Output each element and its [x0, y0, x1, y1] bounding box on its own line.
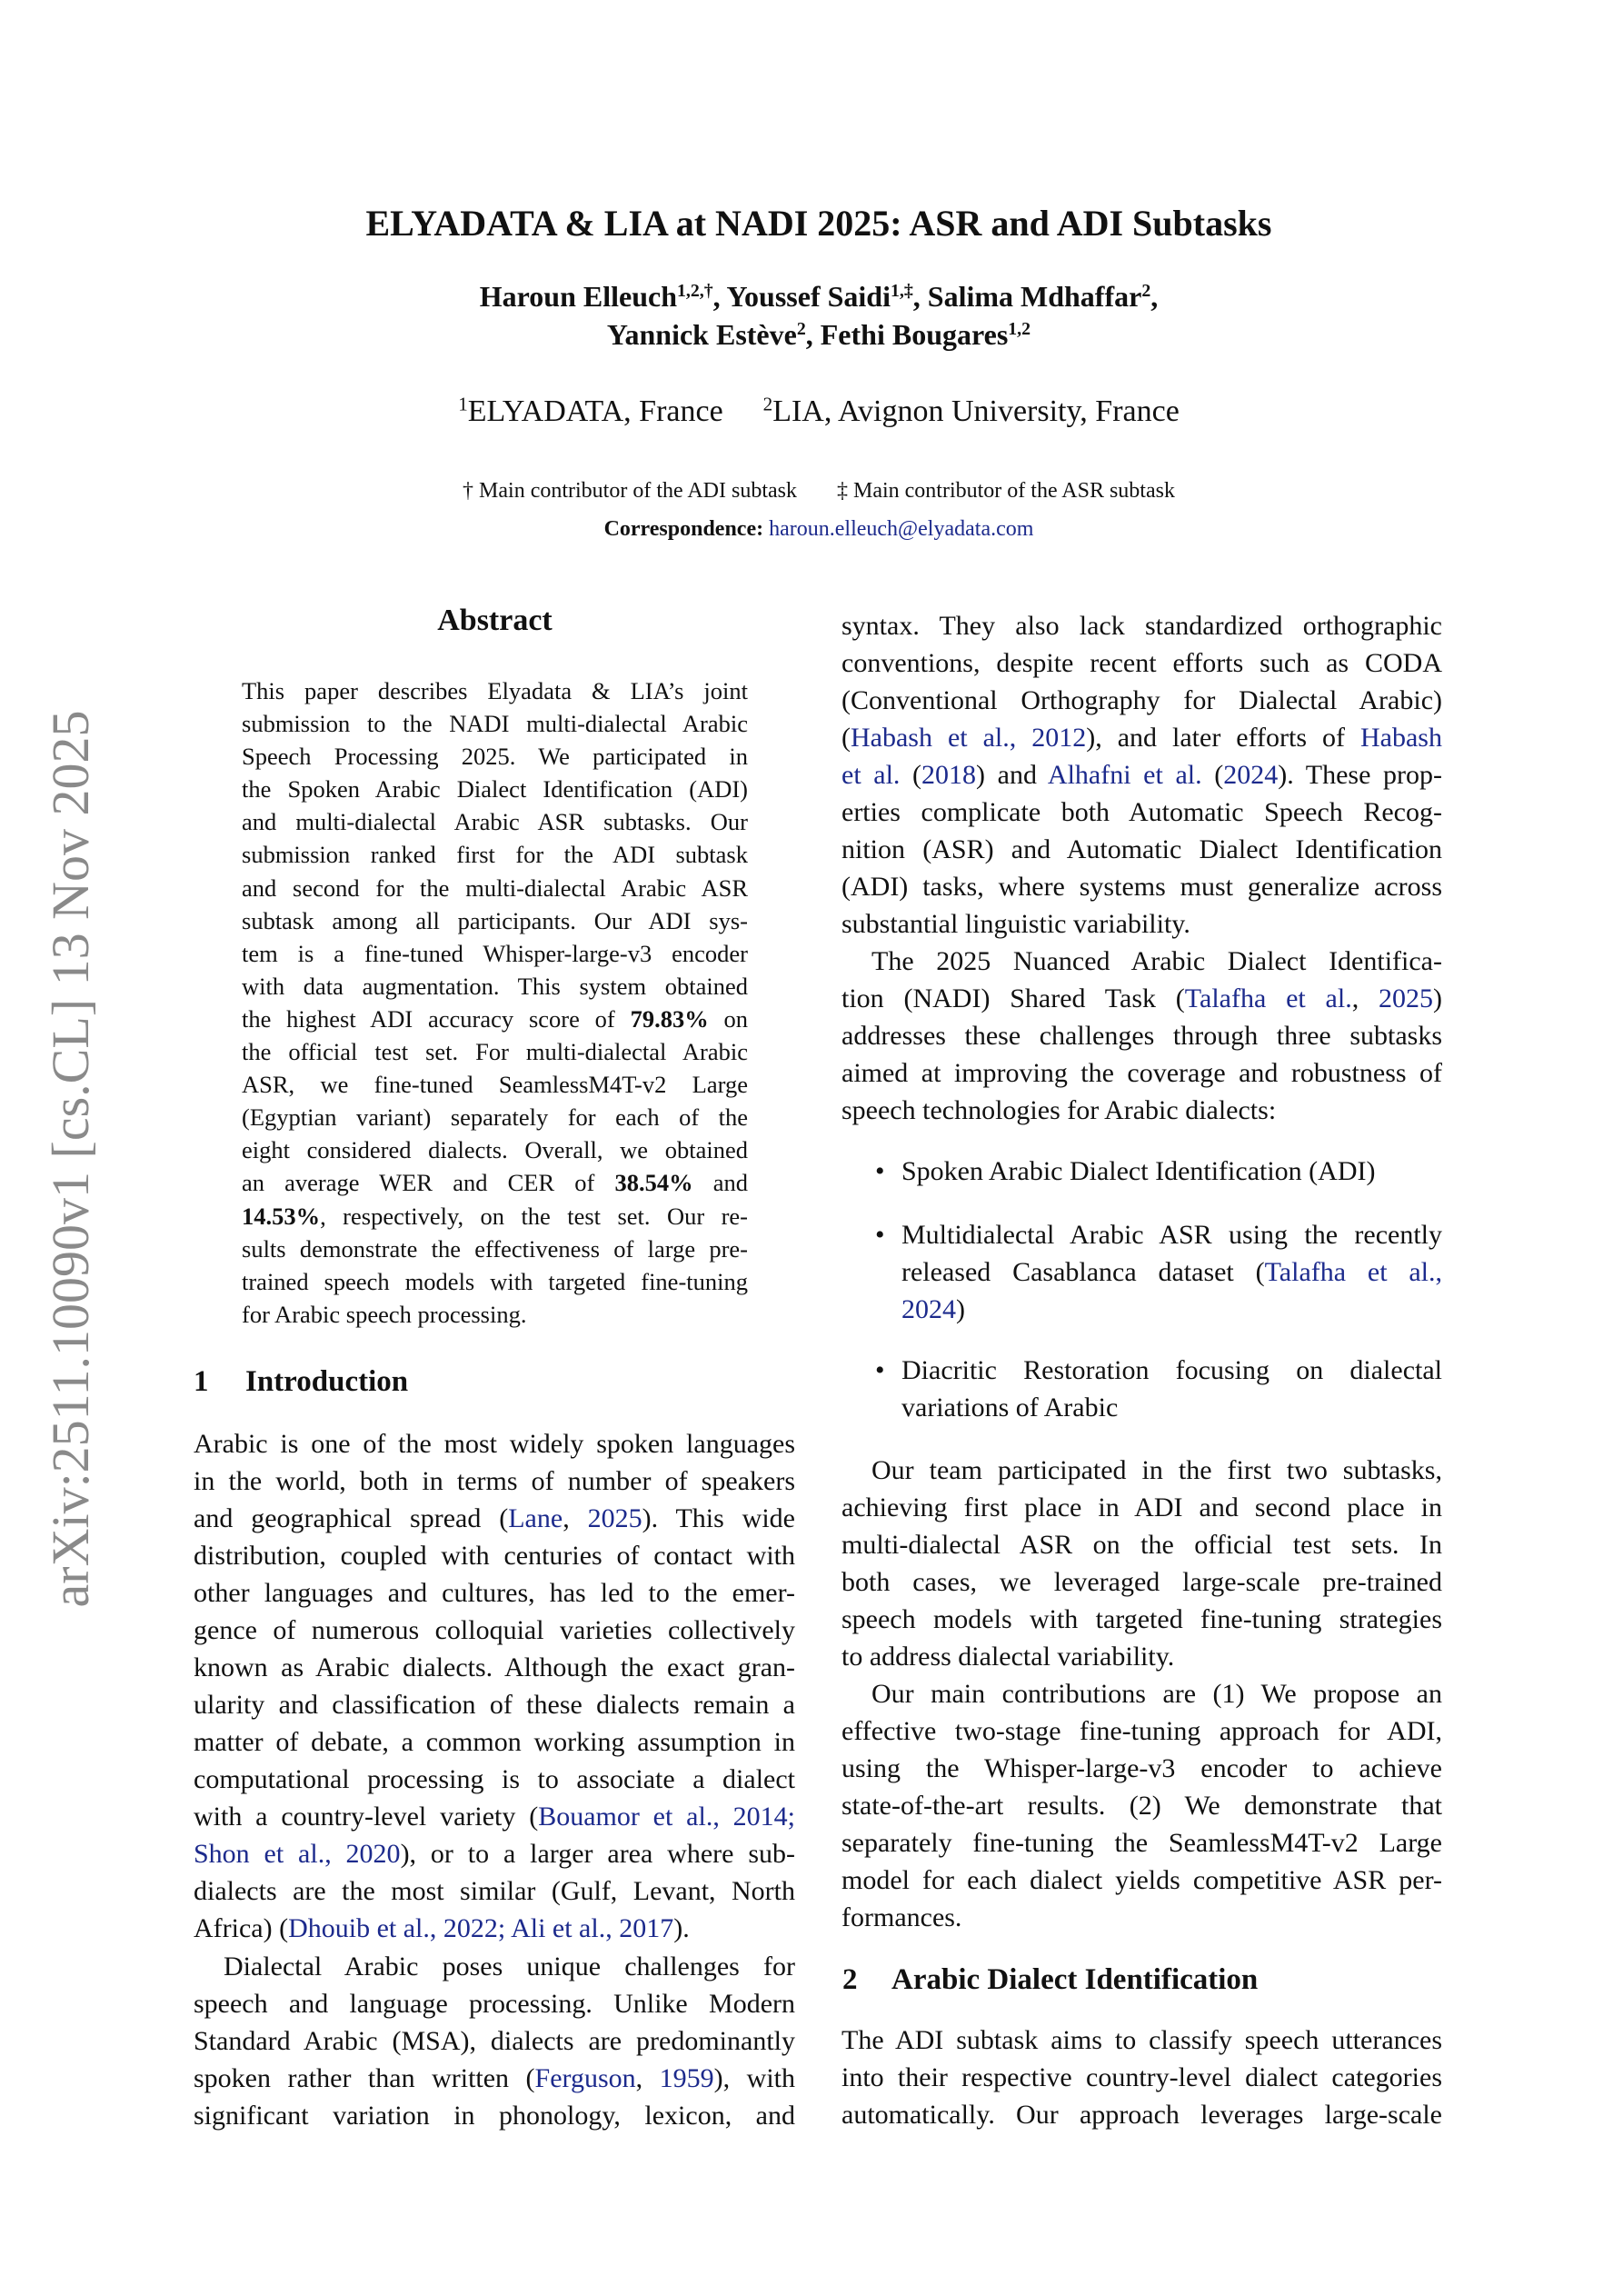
text-run: with a country-level variety ( — [194, 1802, 539, 1832]
text-line: speech technologies for Arabic dialects: — [841, 1095, 1277, 1125]
text-run: ), and later efforts of — [1086, 723, 1361, 753]
text-run: Yannick Estève — [606, 318, 797, 351]
text-run: Africa) ( — [194, 1913, 289, 1943]
citation-link[interactable]: 2024 — [1223, 760, 1279, 790]
text-line: gence of numerous colloquial varieties collectively — [194, 1615, 795, 1645]
section-heading-adi — [842, 1962, 1258, 1999]
text-run: ), or to a larger area where sub- — [400, 1839, 795, 1869]
text-line: This paper describes Elyadata & LIA’s joint — [242, 677, 748, 704]
affiliation-marker: 1 — [458, 393, 468, 415]
text-line: The ADI subtask aims to classify speech utterances — [841, 2025, 1442, 2055]
text-line: the Spoken Arabic Dialect Identification (ADI) — [242, 775, 748, 804]
text-run: LIA, Avignon University, France — [772, 394, 1180, 428]
text-line: effective two-stage fine-tuning approach for ADI, — [841, 1716, 1442, 1746]
text-line: (Egyptian variant) separately for each of the — [242, 1103, 748, 1132]
affiliation-marker: 1,2 — [1008, 319, 1031, 340]
text-line: dialects are the most similar (Gulf, Levant, North — [194, 1876, 795, 1906]
text-run: ( — [1201, 760, 1224, 790]
text-line: distribution, coupled with centuries of contact with — [194, 1541, 795, 1571]
bold-text: 79.83% — [630, 1004, 709, 1033]
text-line — [194, 1910, 795, 1947]
text-line: with data augmentation. This system obtained — [242, 972, 748, 1000]
text-run: , respectively, on the test set. Our re- — [320, 1202, 748, 1230]
text-line: into their respective country-level dialect categories — [841, 2062, 1442, 2092]
paper-title: ELYADATA & LIA at NADI 2025: ASR and ADI Subtasks — [365, 203, 1272, 244]
text-line — [841, 980, 1442, 1017]
text-line: Multidialectal Arabic ASR using the recently — [901, 1220, 1442, 1250]
text-line: formances. — [841, 1902, 962, 1932]
affiliation-marker: 2 — [1141, 281, 1151, 302]
intro-paragraph-5 — [841, 1452, 1442, 1675]
text-line: in the world, both in terms of number of speakers — [194, 1466, 795, 1496]
bold-text: 38.54% — [614, 1169, 693, 1197]
bullet-item-asr — [875, 1216, 1442, 1328]
text-line: sults demonstrate the effectiveness of large pre- — [242, 1234, 748, 1263]
text-run: , — [563, 1503, 588, 1533]
section-number: 2 — [842, 1963, 858, 1996]
text-line: separately fine-tuning the SeamlessM4T-v2 Large — [841, 1828, 1442, 1858]
text-run: ( — [900, 760, 922, 790]
text-run: ) — [956, 1294, 965, 1324]
bold-text: Correspondence: — [603, 517, 764, 541]
text-line: other languages and cultures, has led to the emer- — [194, 1578, 795, 1608]
bullet-icon: • — [875, 1156, 885, 1186]
text-line: multi-dialectal ASR on the official test sets. In — [841, 1530, 1442, 1560]
section-title: Introduction — [245, 1365, 409, 1398]
text-line: state-of-the-art results. (2) We demonstrate that — [841, 1791, 1442, 1821]
citation-link[interactable]: Ferguson — [534, 2063, 636, 2093]
adi-paragraph-1 — [841, 2021, 1442, 2133]
text-line — [901, 1253, 1442, 1291]
text-line: Arabic is one of the most widely spoken languages — [194, 1429, 795, 1459]
text-line — [901, 1291, 1442, 1328]
text-line: Dialectal Arabic poses unique challenges for — [224, 1952, 795, 1982]
citation-link[interactable]: Shon et al., 2020 — [194, 1839, 401, 1869]
text-line: Speech Processing 2025. We participated in — [242, 743, 748, 771]
bullet-icon: • — [875, 1355, 885, 1385]
text-run: ). This wide — [642, 1503, 795, 1533]
text-line — [194, 2060, 795, 2097]
text-line: conventions, despite recent efforts such as CODA — [841, 648, 1442, 678]
text-line: to address dialectal variability. — [841, 1642, 1175, 1672]
citation-link[interactable]: 2018 — [921, 760, 977, 790]
text-run: ). — [673, 1913, 690, 1943]
text-line: (ADI) tasks, where systems must generalize across — [841, 872, 1442, 902]
text-run: and geographical spread ( — [194, 1503, 509, 1533]
text-line: Spoken Arabic Dialect Identification (ADI) — [901, 1156, 1376, 1186]
text-run: , — [1150, 280, 1159, 313]
text-run: ( — [841, 723, 851, 753]
text-line: computational processing is to associate a dialect — [194, 1764, 795, 1794]
citation-link[interactable]: 2024 — [901, 1294, 956, 1324]
text-line: The 2025 Nuanced Arabic Dialect Identifica- — [871, 946, 1442, 976]
citation-link[interactable]: Habash — [1360, 723, 1442, 753]
text-line — [194, 1500, 795, 1537]
text-line — [841, 756, 1442, 794]
text-line: using the Whisper-large-v3 encoder to achieve — [841, 1753, 1442, 1783]
text-line: submission ranked first for the ADI subtask — [242, 841, 748, 869]
citation-link[interactable]: Talafha et al. — [1184, 983, 1352, 1013]
arxiv-identifier: arXiv:2511.10090v1 [cs.CL] 13 Nov 2025 — [41, 710, 100, 1608]
text-run: ‡ Main contributor of the ASR subtask — [836, 479, 1175, 503]
citation-link[interactable]: et al. — [841, 760, 901, 790]
affiliations — [182, 394, 1456, 429]
text-line: known as Arabic dialects. Although the exact gran- — [194, 1652, 795, 1682]
text-line: substantial linguistic variability. — [841, 909, 1190, 939]
intro-paragraph-4 — [841, 943, 1442, 1129]
authors-line-1 — [182, 280, 1456, 314]
citation-link[interactable]: Dhouib et al., 2022; Ali et al., 2017 — [288, 1913, 674, 1943]
text-run: , Salima Mdhaffar — [912, 280, 1142, 313]
intro-paragraph-1 — [194, 1425, 795, 1947]
correspondence — [182, 517, 1456, 542]
section-heading-introduction — [194, 1363, 408, 1401]
citation-link[interactable]: 2025 — [587, 1503, 642, 1533]
citation-link[interactable]: Habash et al., 2012 — [851, 723, 1087, 753]
text-run: released Casablanca dataset ( — [901, 1257, 1265, 1287]
text-run: ) and — [976, 760, 1048, 790]
intro-paragraph-2 — [194, 1948, 795, 2134]
text-line: and second for the multi-dialectal Arabic ASR — [242, 873, 748, 902]
section-title: Arabic Dialect Identification — [891, 1963, 1259, 1996]
text-line: matter of debate, a common working assumption in — [194, 1727, 795, 1757]
text-run: an average WER and CER of — [242, 1169, 615, 1197]
text-line: speech models with targeted fine-tuning strategies — [841, 1604, 1442, 1634]
bullet-icon: • — [875, 1220, 885, 1250]
text-line: and multi-dialectal Arabic ASR subtasks. Our — [242, 808, 748, 836]
affiliation-marker: 1,2,† — [677, 281, 713, 302]
text-run: and — [692, 1169, 749, 1197]
bullet-item-adi — [875, 1153, 1442, 1190]
text-line — [194, 1798, 795, 1835]
text-line — [242, 1003, 748, 1035]
citation-link[interactable]: haroun.elleuch@elyadata.com — [769, 517, 1034, 541]
text-line: achieving first place in ADI and second place in — [841, 1492, 1442, 1522]
text-run: ), with — [713, 2063, 795, 2093]
bullet-item-diacritic — [875, 1352, 1442, 1426]
contributor-notes — [182, 479, 1456, 504]
text-line: aimed at improving the coverage and robustness of — [841, 1058, 1442, 1088]
text-run: , — [1351, 983, 1379, 1013]
authors-line-2 — [182, 318, 1456, 352]
citation-link[interactable]: 1959 — [659, 2063, 714, 2093]
text-run: spoken rather than written ( — [194, 2063, 535, 2093]
text-line: subtask among all participants. Our ADI sys- — [242, 906, 748, 934]
text-line: Our team participated in the first two subtasks, — [871, 1455, 1442, 1485]
text-run: ) — [1433, 983, 1442, 1013]
text-line: submission to the NADI multi-dialectal Arabic — [242, 710, 748, 738]
intro-paragraph-6 — [841, 1675, 1442, 1936]
text-run: ELYADATA, France — [467, 394, 723, 428]
text-line — [194, 1835, 795, 1872]
text-line: significant variation in phonology, lexicon, and — [194, 2101, 795, 2131]
text-run: † Main contributor of the ADI subtask — [463, 479, 797, 503]
text-run: , Youssef Saidi — [712, 280, 891, 313]
text-line — [242, 1200, 748, 1233]
text-line: tem is a fine-tuned Whisper-large-v3 encoder — [242, 939, 748, 967]
text-line: for Arabic speech processing. — [242, 1300, 527, 1328]
citation-link[interactable]: Lane — [508, 1503, 563, 1533]
affiliation-marker: 2 — [762, 393, 773, 415]
text-line: (Conventional Orthography for Dialectal Arabic) — [841, 685, 1442, 715]
abstract-heading: Abstract — [437, 604, 553, 637]
text-run: ). These prop- — [1278, 760, 1442, 790]
text-run: , — [635, 2063, 660, 2093]
text-run: , Fethi Bougares — [805, 318, 1009, 351]
text-line — [242, 1166, 748, 1199]
affiliation-marker: 1,‡ — [890, 281, 913, 302]
text-line — [841, 719, 1442, 756]
text-line: the official test set. For multi-dialectal Arabic — [242, 1038, 748, 1066]
citation-link[interactable]: Bouamor et al., 2014; — [538, 1802, 795, 1832]
section-number: 1 — [194, 1365, 209, 1398]
text-line: ASR, we fine-tuned SeamlessM4T-v2 Large — [242, 1071, 748, 1099]
bold-text: 14.53% — [242, 1202, 321, 1230]
intro-paragraph-3 — [841, 607, 1442, 943]
citation-link[interactable]: Talafha et al., — [1264, 1257, 1442, 1287]
text-run: tion (NADI) Shared Task ( — [841, 983, 1185, 1013]
citation-link[interactable]: Alhafni et al. — [1047, 760, 1202, 790]
text-line: model for each dialect yields competitive ASR per- — [841, 1865, 1442, 1895]
text-line: ularity and classification of these dialects remain a — [194, 1690, 795, 1720]
text-line: variations of Arabic — [901, 1393, 1119, 1423]
text-run: the highest ADI accuracy score of — [242, 1004, 631, 1033]
text-line: both cases, we leveraged large-scale pre-trained — [841, 1567, 1442, 1597]
text-line: erties complicate both Automatic Speech Recog- — [841, 797, 1442, 827]
text-line: syntax. They also lack standardized orthographic — [841, 611, 1442, 641]
text-run: on — [708, 1004, 748, 1033]
text-run: Haroun Elleuch — [479, 280, 677, 313]
text-line: speech and language processing. Unlike Modern — [194, 1989, 795, 2019]
citation-link[interactable]: 2025 — [1379, 983, 1433, 1013]
text-line: eight considered dialects. Overall, we obtained — [242, 1136, 748, 1164]
text-line: trained speech models with targeted fine-tuning — [242, 1267, 748, 1295]
text-line: automatically. Our approach leverages large-scale — [841, 2100, 1442, 2130]
text-line: addresses these challenges through three subtasks — [841, 1021, 1442, 1051]
abstract-body — [242, 674, 748, 1331]
text-line: Diacritic Restoration focusing on dialectal — [901, 1355, 1442, 1385]
affiliation-marker: 2 — [796, 319, 806, 340]
text-line: Standard Arabic (MSA), dialects are predominantly — [194, 2026, 795, 2056]
text-line: Our main contributions are (1) We propose an — [871, 1679, 1442, 1709]
text-line: nition (ASR) and Automatic Dialect Identification — [841, 834, 1442, 864]
